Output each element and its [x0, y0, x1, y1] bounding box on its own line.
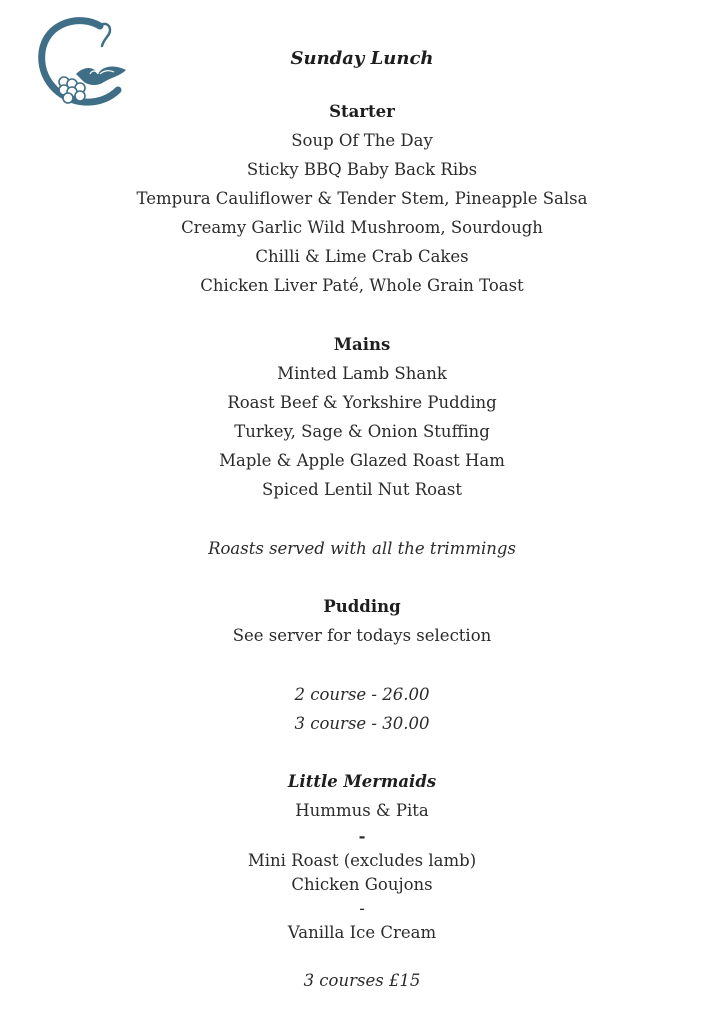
- starter-item: Chilli & Lime Crab Cakes: [255, 247, 469, 266]
- kids-separator: -: [359, 899, 365, 918]
- mains-item: Minted Lamb Shank: [277, 364, 447, 383]
- kids-item: Chicken Goujons: [291, 875, 433, 894]
- mains-heading: Mains: [333, 335, 391, 354]
- mains-item: Spiced Lentil Nut Roast: [262, 480, 462, 499]
- menu-title: Sunday Lunch: [290, 48, 434, 69]
- starter-item: Chicken Liver Paté, Whole Grain Toast: [200, 276, 524, 295]
- starter-item: Sticky BBQ Baby Back Ribs: [246, 160, 478, 179]
- kids-item: Mini Roast (excludes lamb): [247, 851, 477, 870]
- pudding-heading: Pudding: [323, 597, 401, 616]
- kids-item: Vanilla Ice Cream: [287, 923, 437, 942]
- starter-item: Creamy Garlic Wild Mushroom, Sourdough: [181, 218, 543, 237]
- kids-separator: -: [358, 827, 366, 846]
- kids-heading: Little Mermaids: [287, 772, 437, 791]
- price-line: 3 course - 30.00: [294, 714, 430, 733]
- starter-item: Tempura Cauliflower & Tender Stem, Pineapple Salsa: [136, 189, 588, 208]
- starter-item: Soup Of The Day: [291, 131, 433, 150]
- mains-item: Maple & Apple Glazed Roast Ham: [219, 451, 505, 470]
- pudding-text: See server for todays selection: [232, 626, 492, 645]
- starter-heading: Starter: [329, 102, 395, 121]
- price-line: 2 course - 26.00: [294, 685, 430, 704]
- mains-note: Roasts served with all the trimmings: [208, 539, 516, 558]
- mains-item: Turkey, Sage & Onion Stuffing: [234, 422, 490, 441]
- kids-item: Hummus & Pita: [295, 801, 429, 820]
- kids-price: 3 courses £15: [303, 971, 421, 990]
- mains-item: Roast Beef & Yorkshire Pudding: [227, 393, 497, 412]
